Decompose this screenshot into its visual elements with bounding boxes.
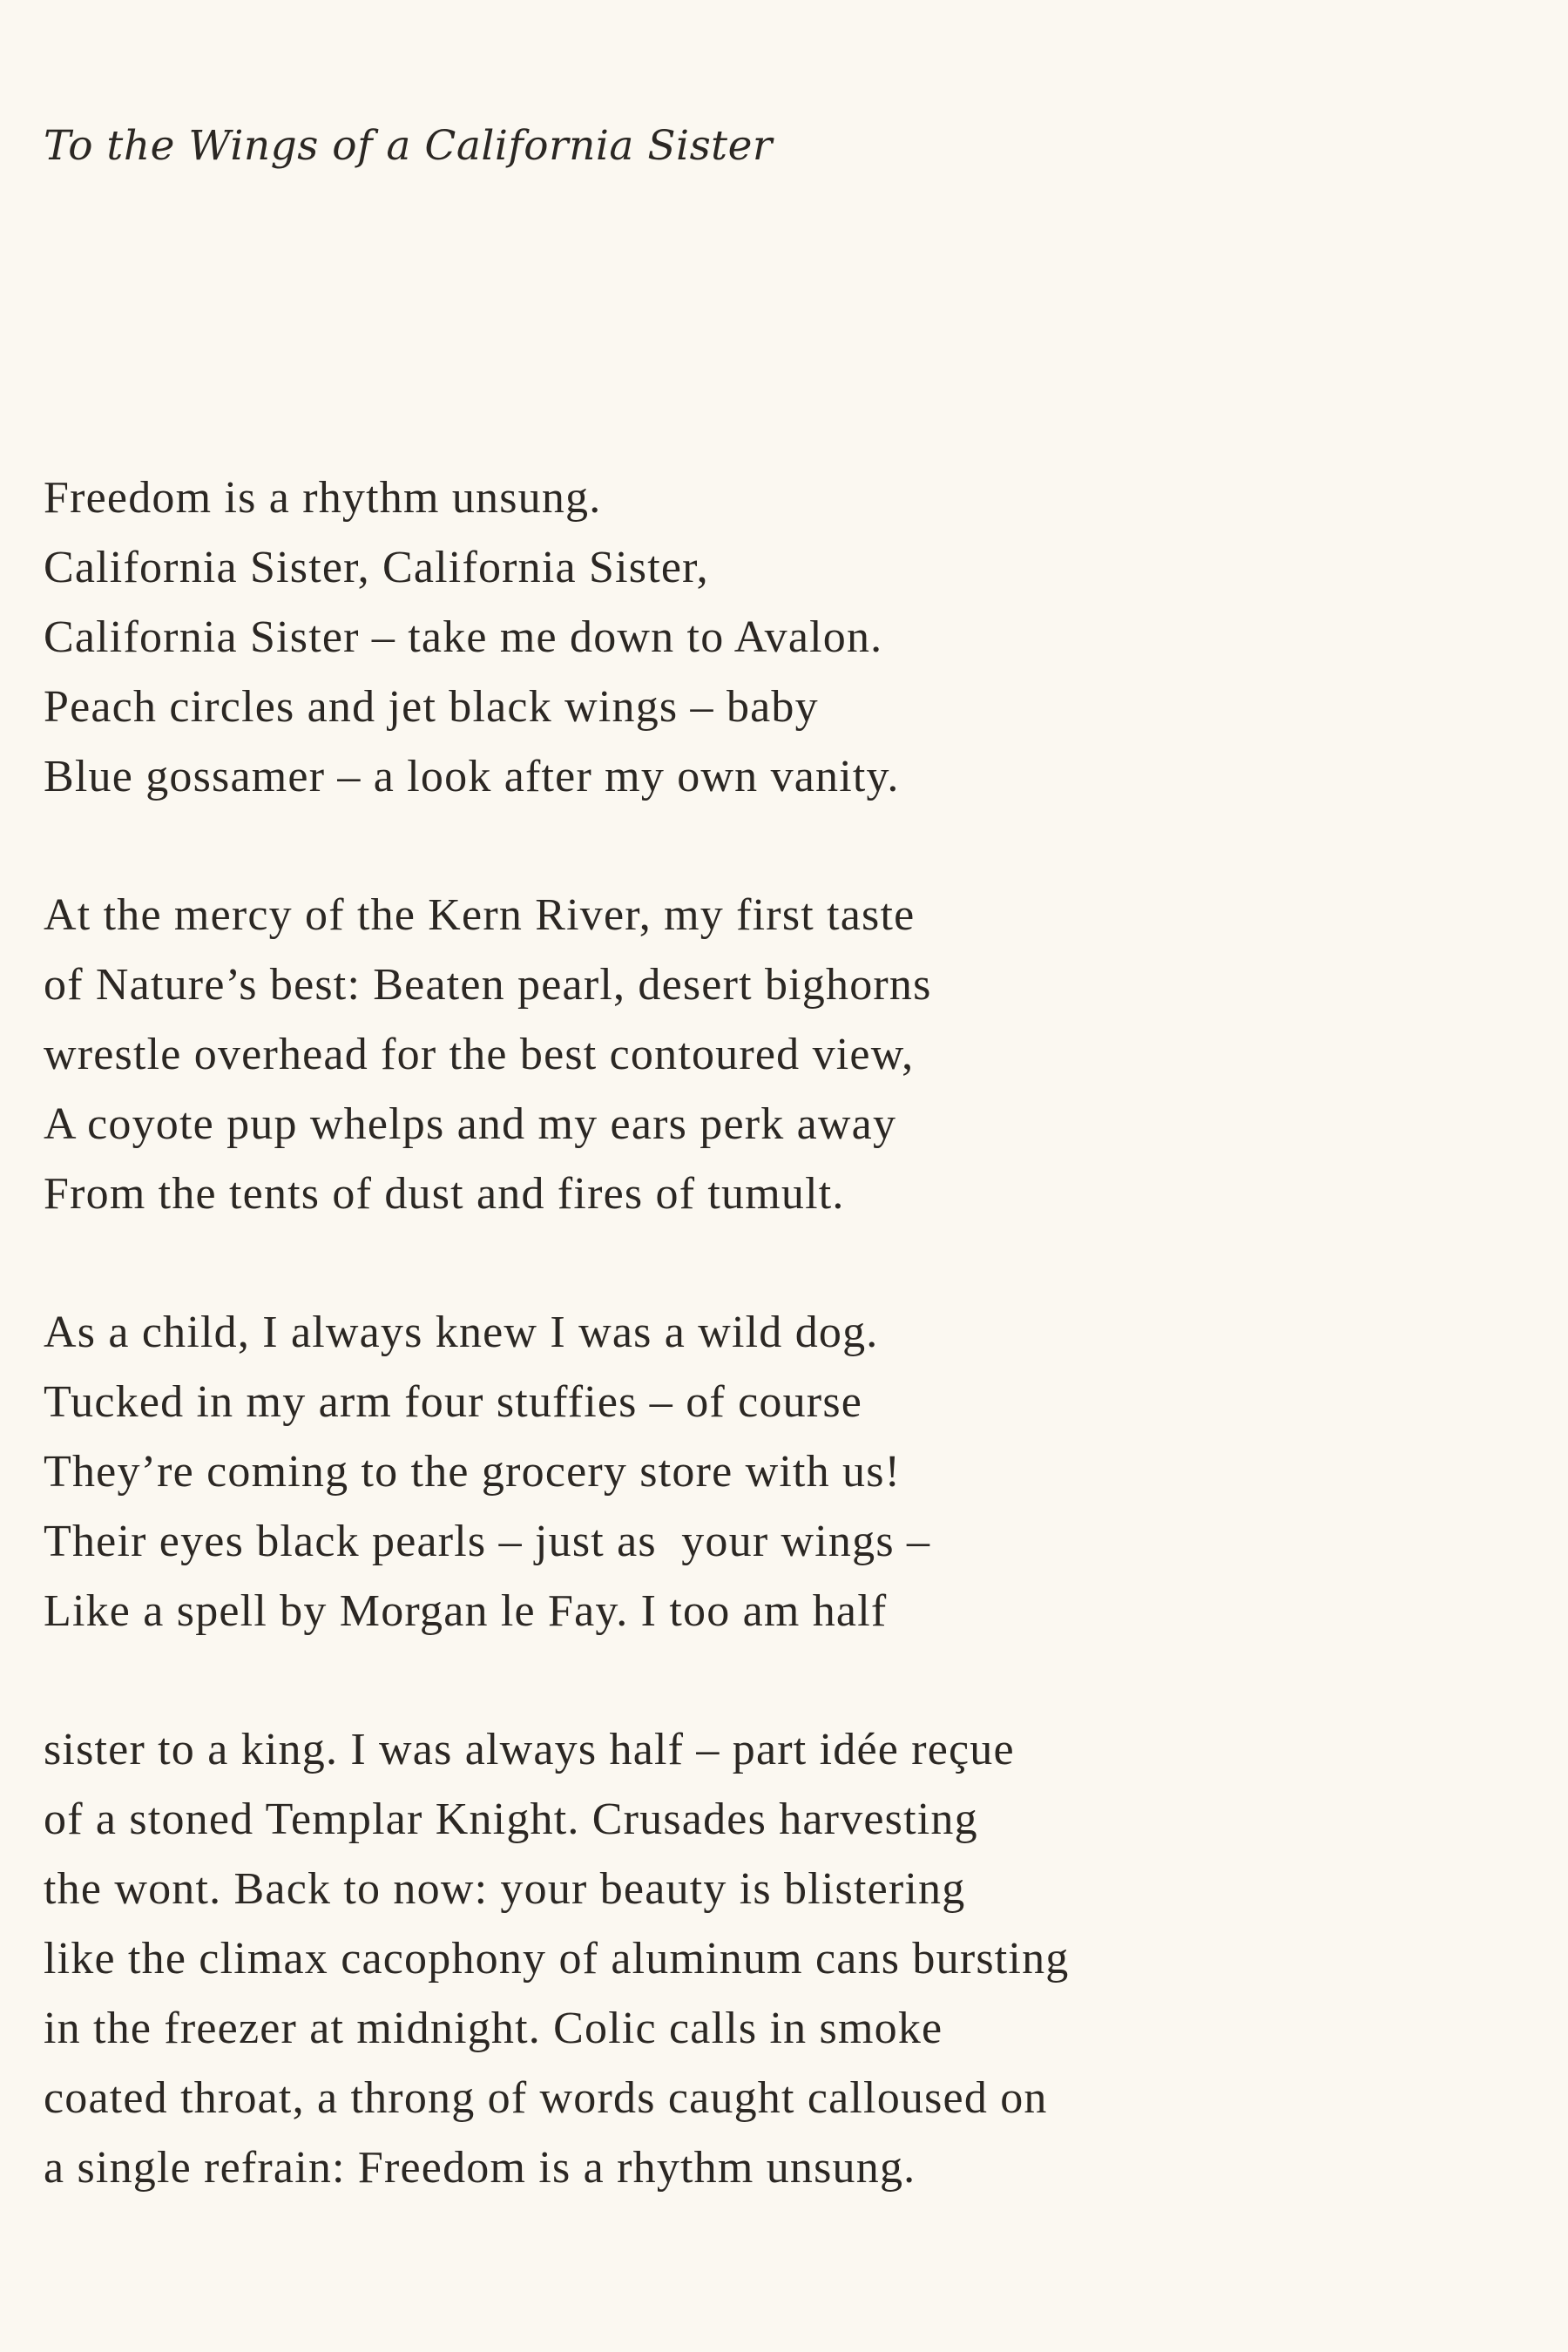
- poem-line: From the tents of dust and fires of tumult.: [44, 1169, 845, 1219]
- poem-line: California Sister – take me down to Avalon.: [44, 612, 883, 662]
- poem-line: California Sister, California Sister,: [44, 543, 709, 592]
- poem-line: Blue gossamer – a look after my own vanity.: [44, 752, 900, 801]
- poem-line: sister to a king. I was always half – part idée reçue: [44, 1725, 1015, 1774]
- stanza-4: [44, 1715, 1524, 2203]
- poem-line: Freedom is a rhythm unsung.: [44, 473, 602, 523]
- poem-line: As a child, I always knew I was a wild dog.: [44, 1308, 879, 1357]
- poem-line: A coyote pup whelps and my ears perk away: [44, 1099, 897, 1149]
- poem-line: Tucked in my arm four stuffies – of course: [44, 1377, 863, 1427]
- poem-line: Peach circles and jet black wings – baby: [44, 682, 819, 732]
- poem-line: Their eyes black pearls – just as your wings –: [44, 1517, 931, 1566]
- stanza-1: [44, 463, 1524, 812]
- poem-line: of Nature’s best: Beaten pearl, desert bighorns: [44, 960, 932, 1010]
- poem-line: like the climax cacophony of aluminum cans bursting: [44, 1934, 1070, 1984]
- poem-line: in the freezer at midnight. Colic calls in smoke: [44, 2004, 943, 2053]
- poem-line: of a stoned Templar Knight. Crusades harvesting: [44, 1794, 978, 1844]
- poem-line: coated throat, a throng of words caught calloused on: [44, 2073, 1048, 2123]
- poem-line: wrestle overhead for the best contoured view,: [44, 1030, 915, 1079]
- poem-line: Like a spell by Morgan le Fay. I too am half: [44, 1586, 888, 1636]
- poem-body: [44, 463, 1524, 2203]
- poem-line: They’re coming to the grocery store with us!: [44, 1447, 902, 1497]
- stanza-3: [44, 1298, 1524, 1646]
- poem-line: At the mercy of the Kern River, my first taste: [44, 890, 916, 940]
- poem-title: To the Wings of a California Sister: [44, 122, 773, 170]
- poem-line: the wont. Back to now: your beauty is blistering: [44, 1864, 966, 1914]
- poem-line: a single refrain: Freedom is a rhythm unsung.: [44, 2143, 916, 2193]
- stanza-2: [44, 881, 1524, 1229]
